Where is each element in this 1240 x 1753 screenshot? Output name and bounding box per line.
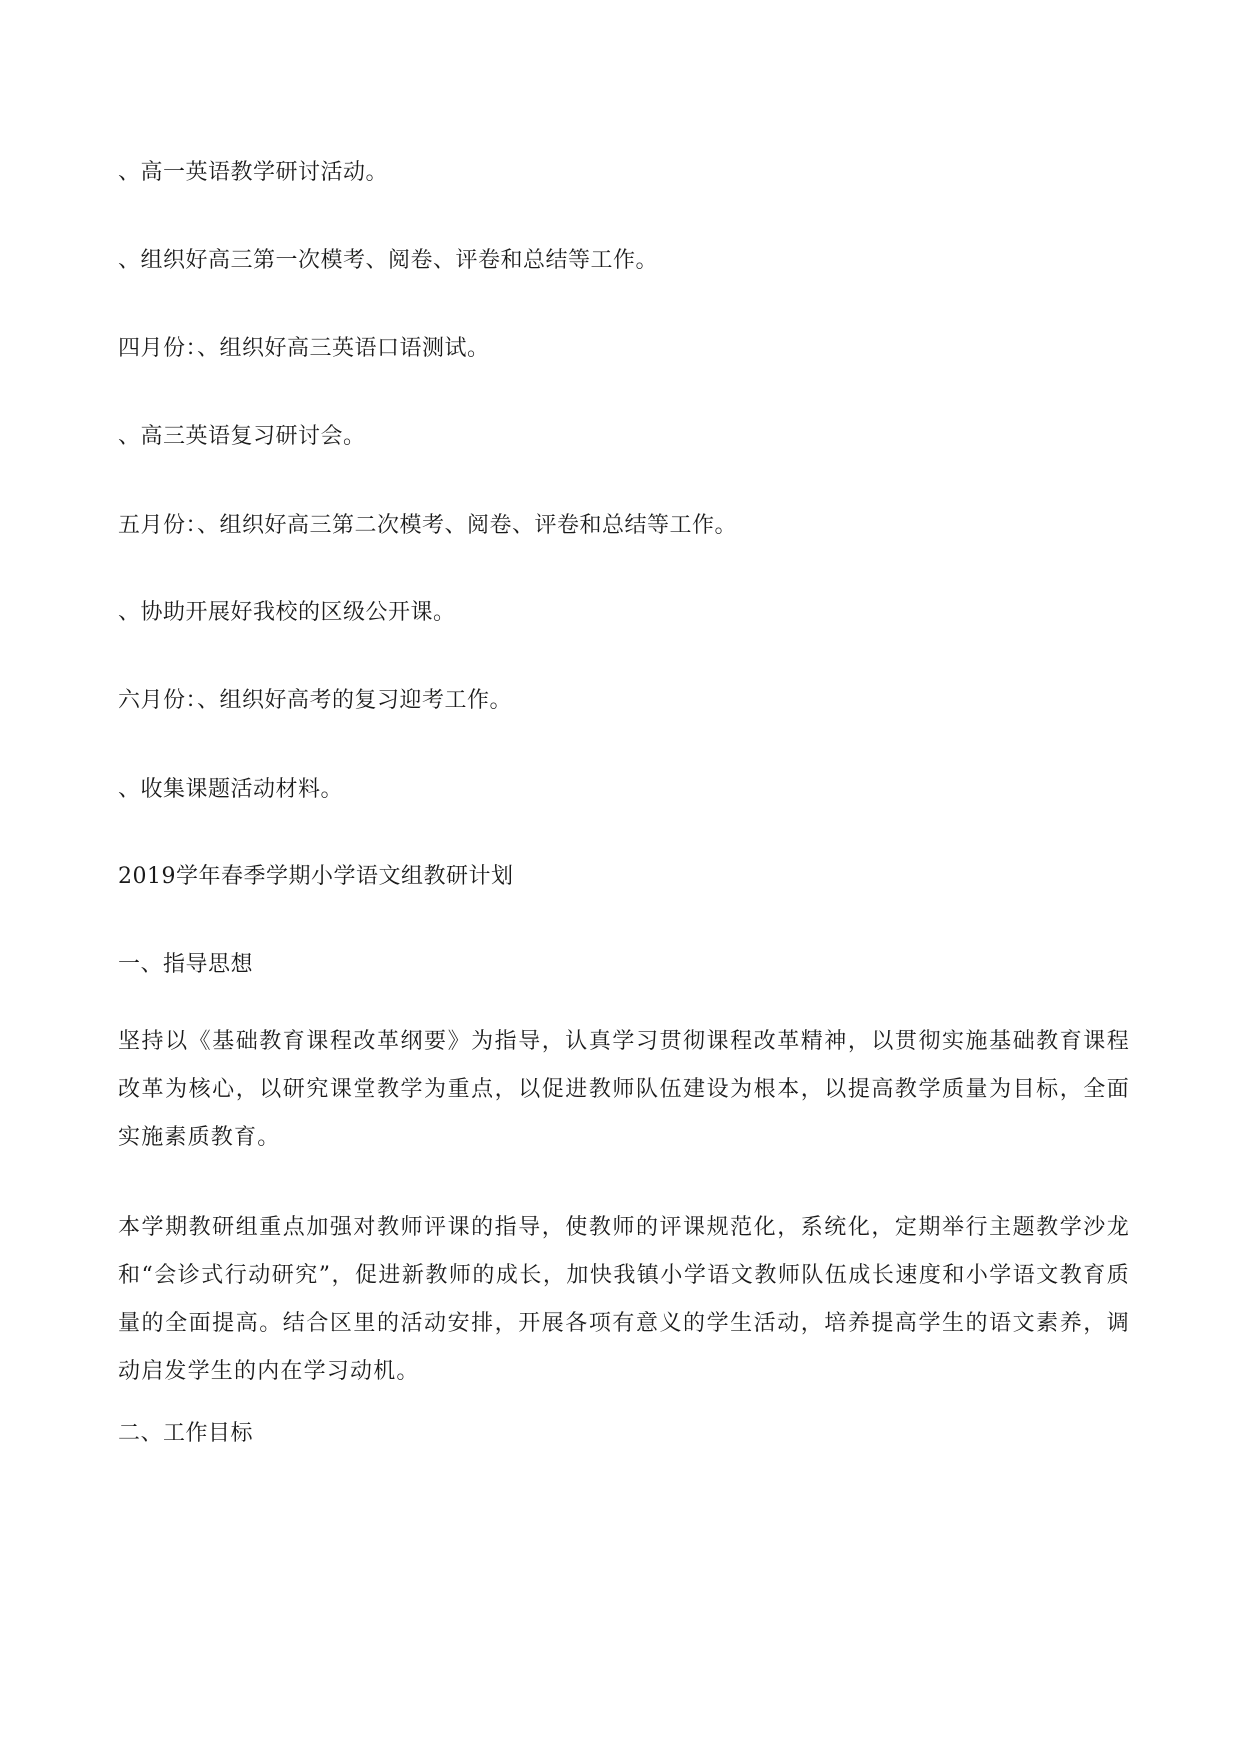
text-line: 、协助开展好我校的区级公开课。 xyxy=(118,600,456,625)
section-heading: 二、工作目标 xyxy=(118,1421,254,1446)
text-line: 五月份：、组织好高三第二次模考、阅卷、评卷和总结等工作。 xyxy=(118,513,738,538)
section-heading: 一、指导思想 xyxy=(118,952,254,977)
paragraph: 坚持以《基础教育课程改革纲要》为指导，认真学习贯彻课程改革精神，以贯彻实施基础教育课程改革为核心，以研究课堂教学为重点，以促进教师队伍建设为根本，以提高教学质量为目标，全面实施素质教育。 xyxy=(118,1029,1130,1150)
text-line: 六月份：、组织好高考的复习迎考工作。 xyxy=(118,688,513,713)
paragraph: 本学期教研组重点加强对教师评课的指导，使教师的评课规范化，系统化，定期举行主题教学沙龙和“会诊式行动研究”，促进新教师的成长，加快我镇小学语文教师队伍成长速度和小学语文教育质量的全面提高。结合区里的活动安排，开展各项有意义的学生活动，培养提高学生的语文素养，调动启发学生的内在学习动机。 xyxy=(118,1215,1130,1384)
text-line: 四月份：、组织好高三英语口语测试。 xyxy=(118,336,490,361)
text-line: 、组织好高三第一次模考、阅卷、评卷和总结等工作。 xyxy=(118,248,659,273)
text-line: 、高一英语教学研讨活动。 xyxy=(118,160,389,185)
text-line: 、收集课题活动材料。 xyxy=(118,777,344,802)
text-line: 、高三英语复习研讨会。 xyxy=(118,424,366,449)
document-title: 2019学年春季学期小学语文组教研计划 xyxy=(118,864,514,889)
